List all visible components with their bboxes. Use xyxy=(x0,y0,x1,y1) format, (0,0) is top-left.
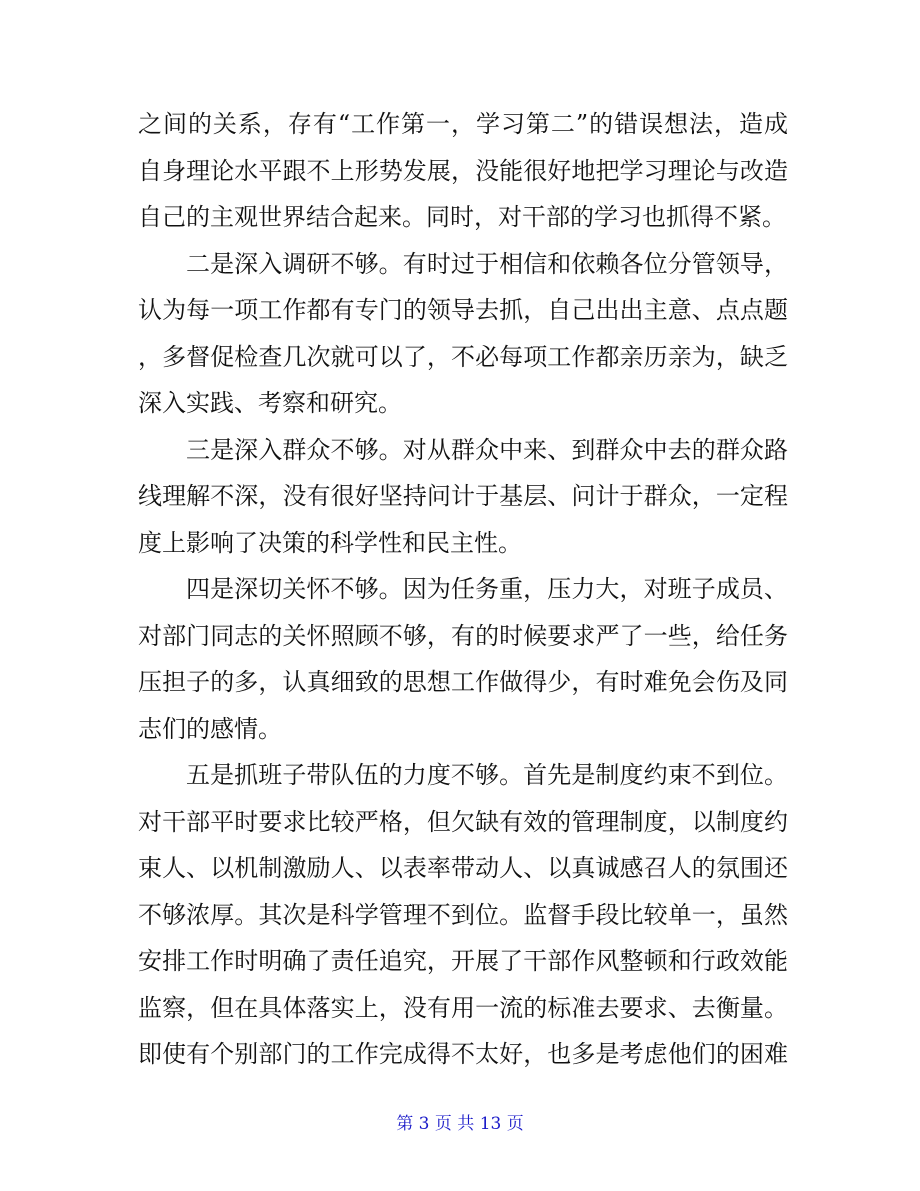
text-line: 线理解不深，没有很好坚持问计于基层、问计于群众，一定程 xyxy=(138,482,788,510)
text-line: 二是深入调研不够。有时过于相信和依赖各位分管领导， xyxy=(186,249,788,278)
text-line: 自己的主观世界结合起来。同时，对干部的学习也抓得不紧。 xyxy=(138,203,786,231)
text-line: 志们的感情。 xyxy=(138,714,282,743)
text-line: 认为每一项工作都有专门的领导去抓，自己出出主意、点点题 xyxy=(138,296,788,324)
text-line: 五是抓班子带队伍的力度不够。首先是制度约束不到位。 xyxy=(186,761,788,789)
text-line: 束人、以机制激励人、以表率带动人、以真诚感召人的氛围还 xyxy=(138,854,788,882)
text-line: ，多督促检查几次就可以了，不必每项工作都亲历亲为，缺乏 xyxy=(138,342,788,371)
text-line: 度上影响了决策的科学性和民主性。 xyxy=(138,528,522,557)
text-line: 即使有个别部门的工作完成得不太好，也多是考虑他们的困难 xyxy=(138,1040,788,1068)
text-line: 深入实践、考察和研究。 xyxy=(138,389,402,417)
body-text xyxy=(138,101,788,1078)
text-line: 压担子的多，认真细致的思想工作做得少，有时难免会伤及同 xyxy=(138,668,788,696)
text-line: 之间的关系，存有“工作第一，学习第二”的错误想法，造成 xyxy=(138,110,788,138)
text-line: 对干部平时要求比较严格，但欠缺有效的管理制度，以制度约 xyxy=(138,807,788,836)
text-line: 安排工作时明确了责任追究，开展了干部作风整顿和行政效能 xyxy=(138,947,788,975)
text-line: 对部门同志的关怀照顾不够，有的时候要求严了一些，给任务 xyxy=(138,621,788,650)
text-line: 自身理论水平跟不上形势发展，没能很好地把学习理论与改造 xyxy=(138,156,788,185)
text-line: 不够浓厚。其次是科学管理不到位。监督手段比较单一，虽然 xyxy=(138,900,788,929)
page-number: 第 3 页 共 13 页 xyxy=(396,1114,524,1134)
text-line: 三是深入群众不够。对从群众中来、到群众中去的群众路 xyxy=(186,435,788,464)
page-footer xyxy=(0,1112,920,1136)
text-line: 监察，但在具体落实上，没有用一流的标准去要求、去衡量。 xyxy=(138,993,788,1022)
text-line: 四是深切关怀不够。因为任务重，压力大，对班子成员、 xyxy=(186,575,788,603)
